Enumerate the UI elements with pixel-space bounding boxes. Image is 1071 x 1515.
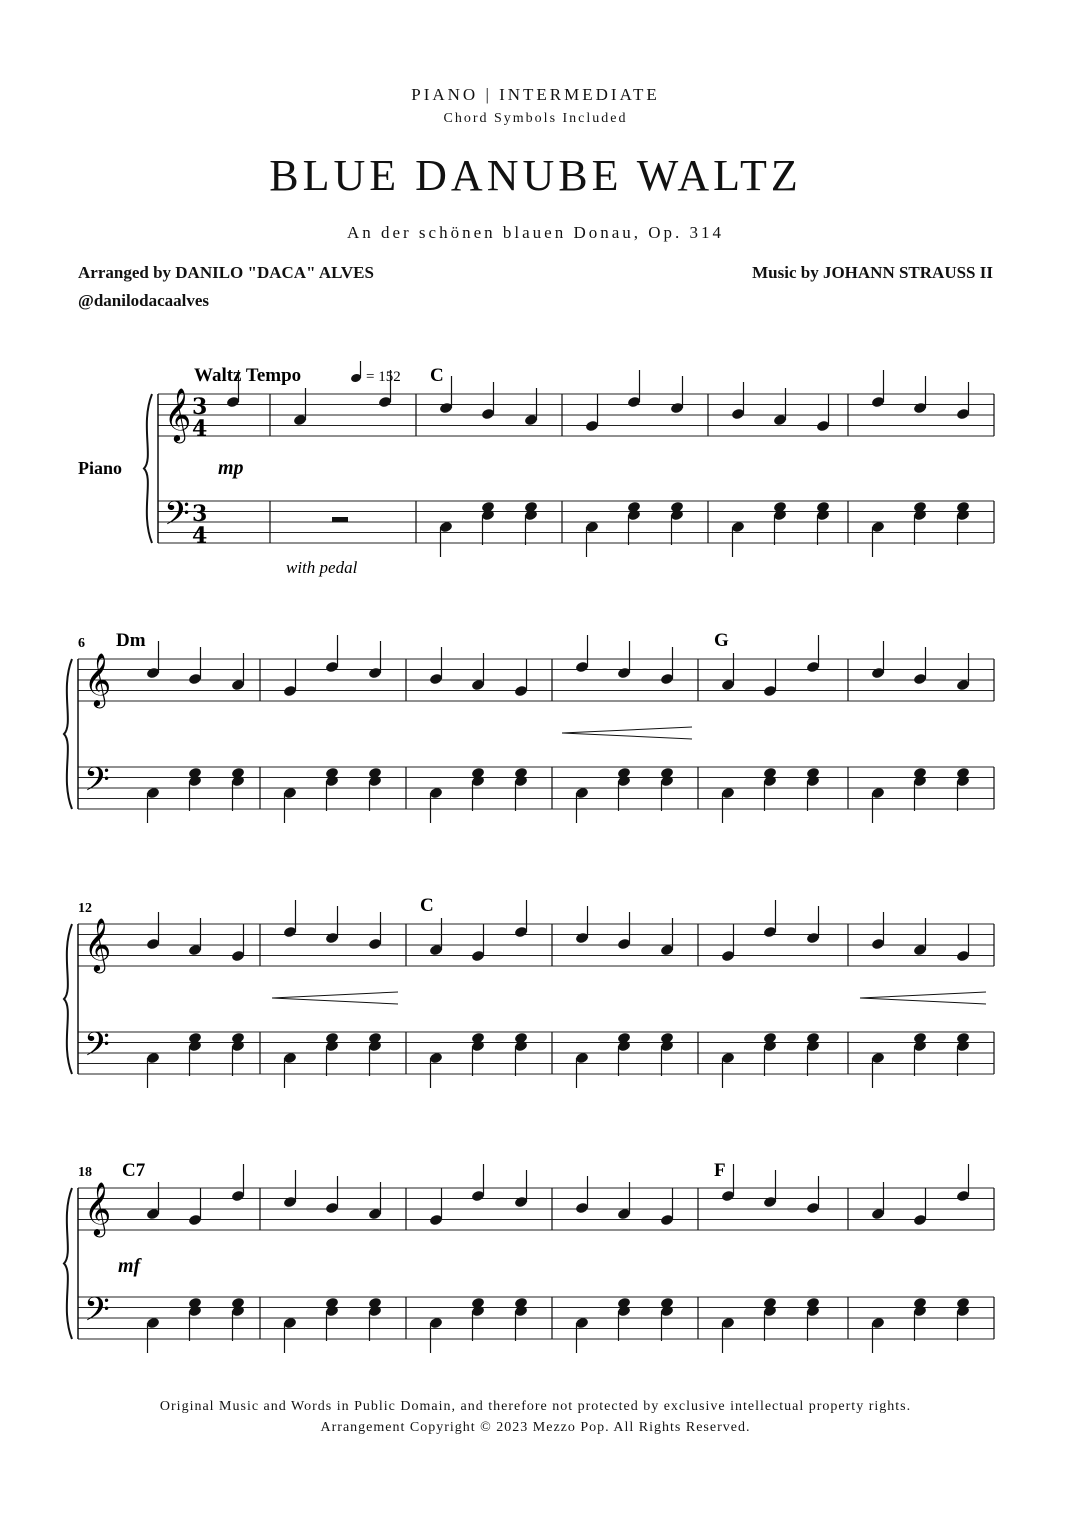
- chord-symbol: C: [420, 895, 434, 916]
- footer-copyright: Arrangement Copyright © 2023 Mezzo Pop. All Rights Reserved.: [320, 1420, 751, 1435]
- bass-clef-icon: 𝄢: [84, 1026, 110, 1072]
- treble-clef-icon: 𝄞: [164, 387, 192, 441]
- brace: [64, 1188, 72, 1339]
- brace: [64, 659, 72, 809]
- chord-symbol: Dm: [116, 630, 146, 651]
- chord-symbol: C7: [122, 1160, 146, 1181]
- brace: [64, 924, 72, 1074]
- time-signature: 3: [192, 501, 208, 527]
- crescendo-hairpin: [562, 727, 692, 733]
- time-signature: 4: [192, 416, 208, 442]
- composer-credit: Music by JOHANN STRAUSS II: [752, 263, 993, 282]
- tempo-text: Waltz Tempo: [194, 365, 302, 386]
- measure-number-18: 18: [78, 1165, 92, 1180]
- treble-clef-icon: 𝄞: [84, 652, 112, 706]
- chord-symbol: G: [714, 630, 729, 651]
- dynamic-mp: mp: [218, 457, 244, 479]
- crescendo-hairpin: [272, 998, 398, 1004]
- dynamic-mf: mf: [118, 1255, 141, 1277]
- bass-clef-icon: 𝄢: [84, 761, 110, 807]
- subtitle: An der schönen blauen Donau, Op. 314: [346, 223, 725, 242]
- notation-layer: [64, 361, 994, 1353]
- time-signature: 3: [192, 394, 208, 420]
- chord-symbols-note: Chord Symbols Included: [443, 111, 628, 126]
- arranger-handle: @danilodacaalves: [78, 291, 210, 310]
- instrument-label: Piano: [78, 458, 123, 478]
- pedal-marking: with pedal: [286, 558, 358, 577]
- page-title: BLUE DANUBE WALTZ: [269, 151, 802, 200]
- tempo-value: = 152: [366, 369, 401, 385]
- whole-rest: [332, 517, 348, 522]
- chord-symbol: F: [714, 1160, 726, 1181]
- crescendo-hairpin: [562, 733, 692, 739]
- crescendo-hairpin: [860, 998, 986, 1004]
- chord-symbol: C: [430, 365, 444, 386]
- level-label: PIANO | INTERMEDIATE: [411, 85, 660, 104]
- measure-number-12: 12: [78, 901, 92, 916]
- bass-clef-icon: 𝄢: [84, 1291, 110, 1337]
- measure-number-6: 6: [78, 636, 85, 651]
- crescendo-hairpin: [272, 992, 398, 998]
- time-signature: 4: [192, 523, 208, 549]
- treble-clef-icon: 𝄞: [84, 1181, 112, 1235]
- footer-public-domain: Original Music and Words in Public Domain, and therefore not protected by exclusive intellectual property rights.: [159, 1399, 912, 1414]
- treble-clef-icon: 𝄞: [84, 917, 112, 971]
- bass-clef-icon: 𝄢: [164, 495, 190, 541]
- brace: [144, 394, 152, 543]
- crescendo-hairpin: [860, 992, 986, 998]
- arranger-credit: Arranged by DANILO "DACA" ALVES: [78, 263, 374, 282]
